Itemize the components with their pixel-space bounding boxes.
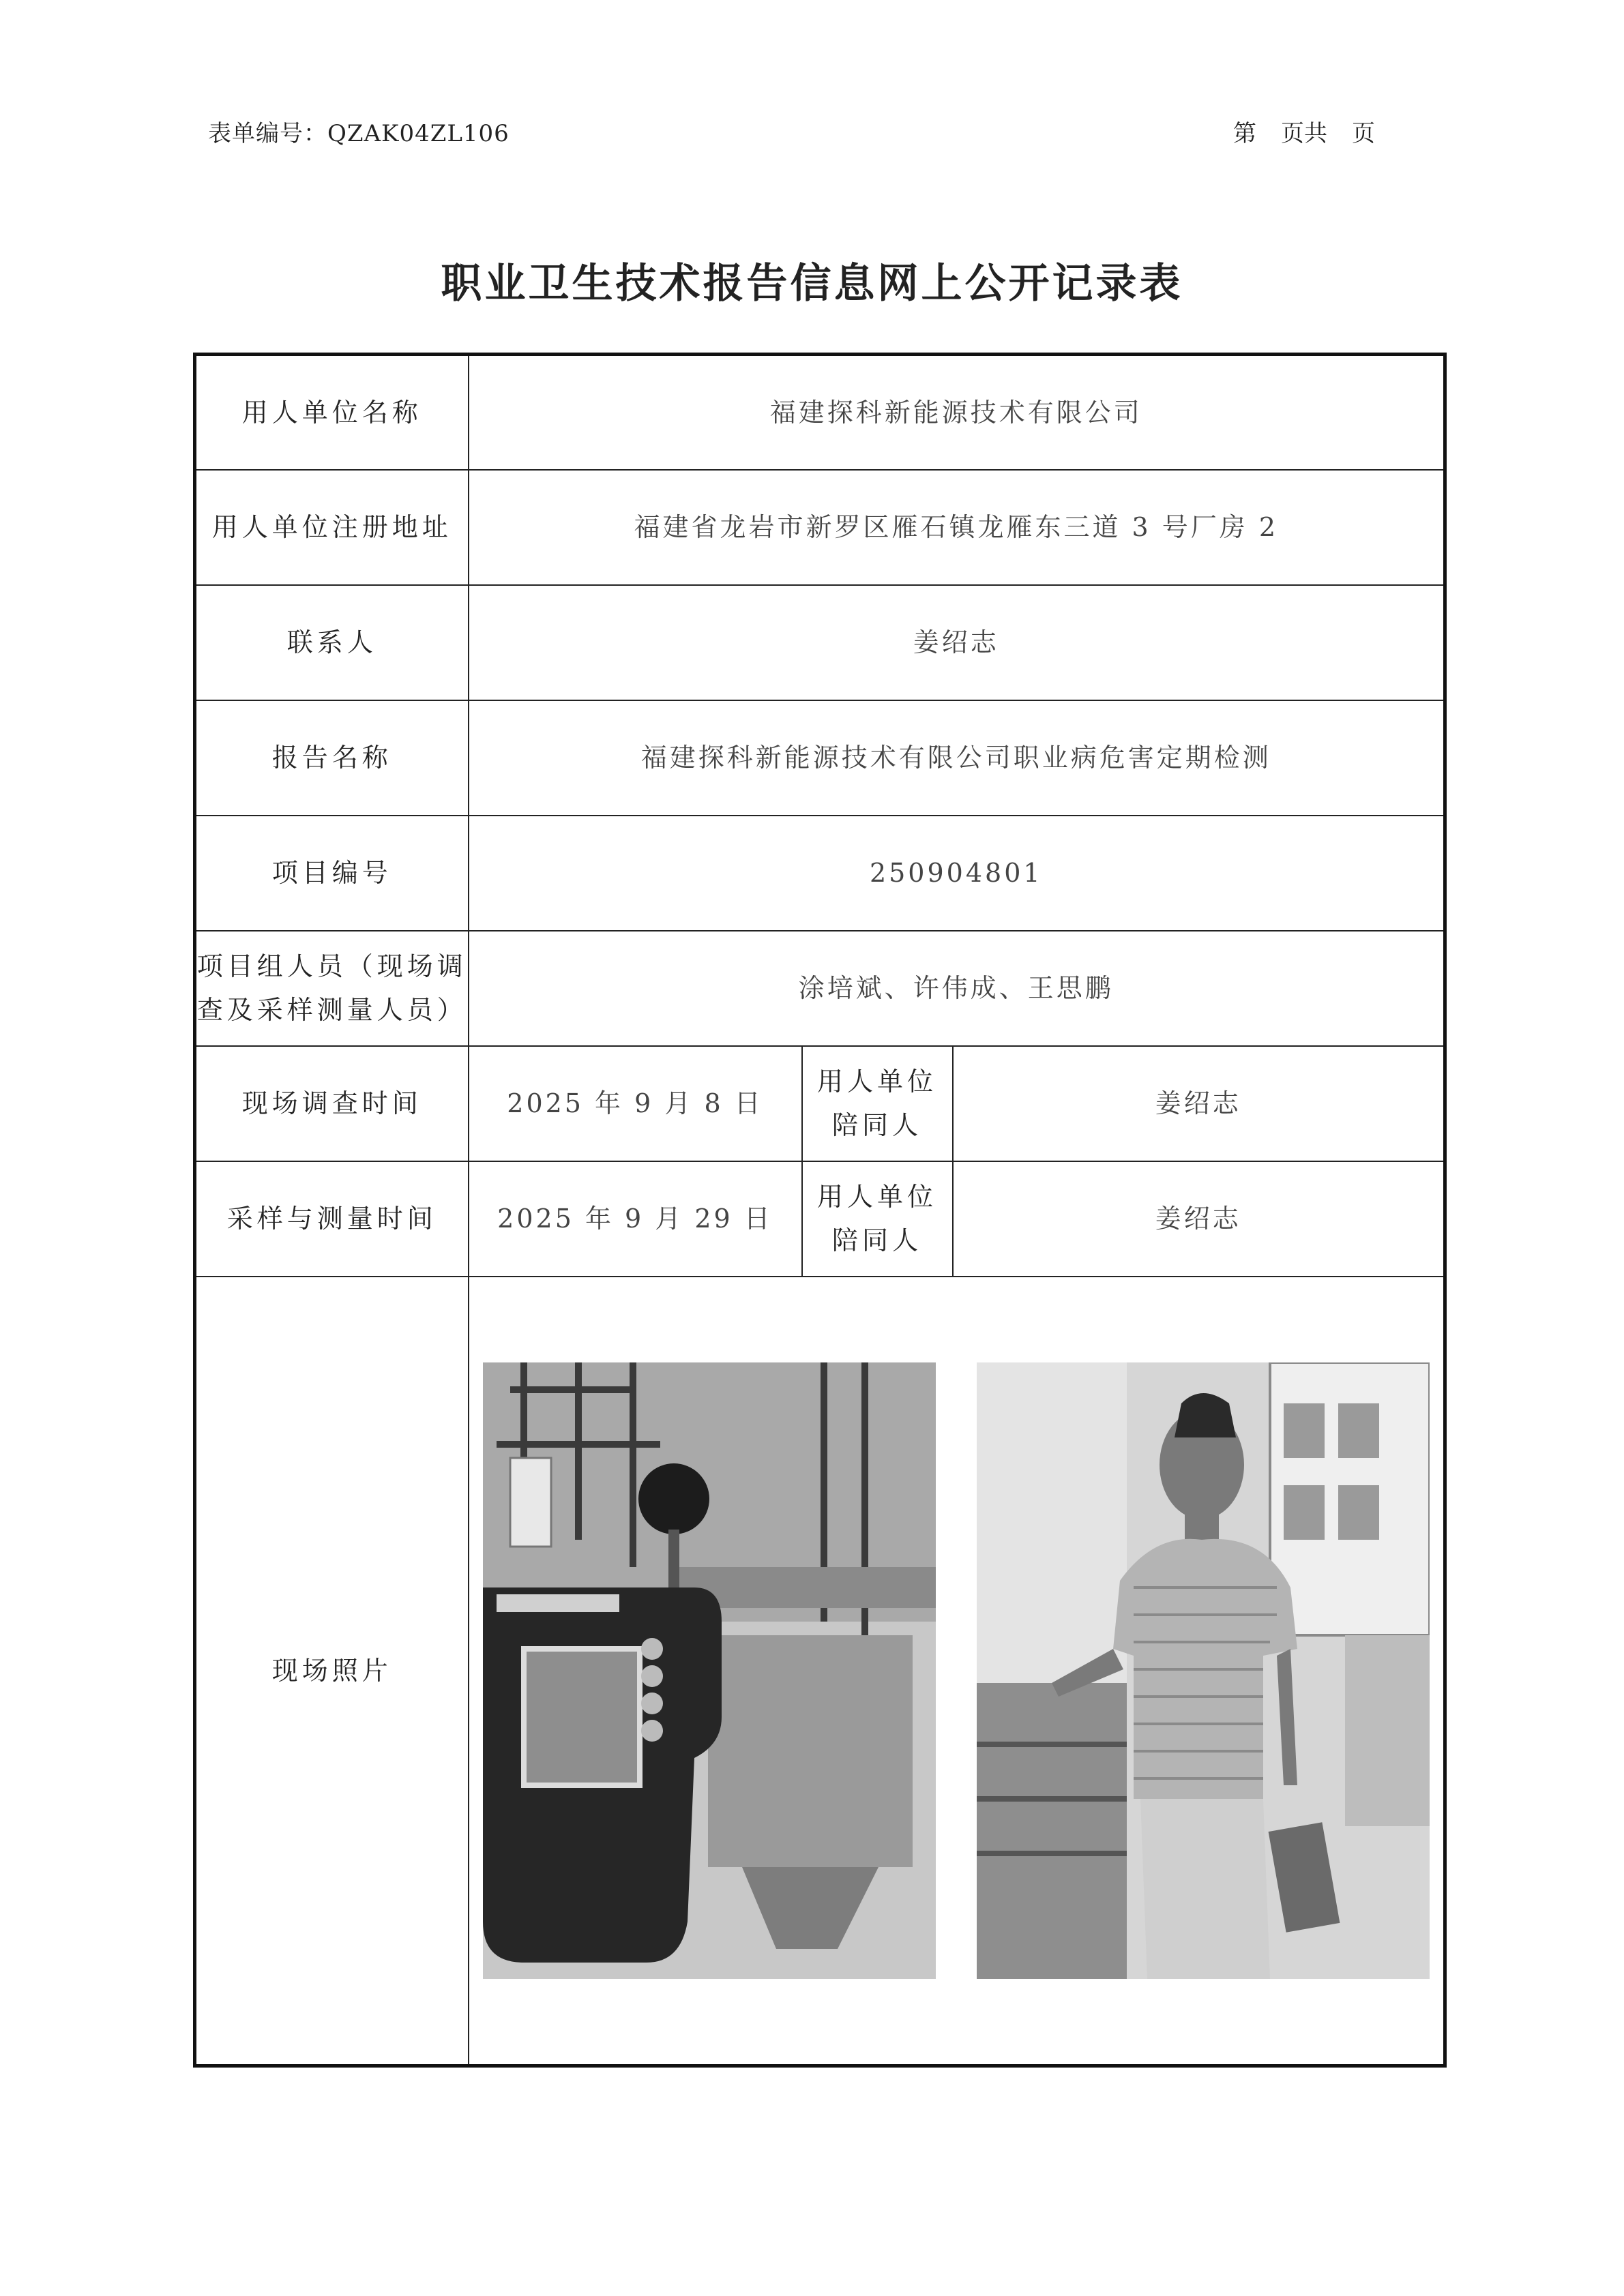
row-report-name bbox=[195, 700, 1445, 816]
row-address bbox=[195, 470, 1445, 585]
photos-label: 现场照片 bbox=[195, 1277, 469, 2066]
project-no-label: 项目编号 bbox=[195, 816, 469, 931]
row-photos bbox=[195, 1277, 1445, 2066]
survey-companion-label-line1: 用人单位 bbox=[816, 1067, 937, 1097]
project-no-value: 250904801 bbox=[469, 816, 1445, 931]
record-table bbox=[193, 353, 1447, 2068]
form-number: 表单编号：QZAK04ZL106 bbox=[208, 120, 510, 147]
row-survey bbox=[195, 1046, 1445, 1161]
sampling-companion-label-line1: 用人单位 bbox=[816, 1182, 937, 1212]
company-name-label: 用人单位名称 bbox=[195, 355, 469, 470]
sampling-date: 2025 年 9 月 29 日 bbox=[469, 1161, 802, 1277]
row-project-no bbox=[195, 816, 1445, 931]
contact-label: 联系人 bbox=[195, 585, 469, 700]
photo-container bbox=[469, 1362, 1444, 1979]
page-indicator bbox=[1233, 115, 1375, 148]
sampling-companion: 姜绍志 bbox=[953, 1161, 1445, 1277]
row-team bbox=[195, 931, 1445, 1046]
row-company-name bbox=[195, 355, 1445, 470]
address-value: 福建省龙岩市新罗区雁石镇龙雁东三道 3 号厂房 2 bbox=[469, 470, 1445, 585]
survey-label: 现场调查时间 bbox=[195, 1046, 469, 1161]
team-label bbox=[195, 931, 469, 1046]
sampling-companion-label bbox=[802, 1161, 953, 1277]
photos-cell bbox=[469, 1277, 1445, 2066]
survey-companion: 姜绍志 bbox=[953, 1046, 1445, 1161]
team-label-line2: 查及采样测量人员） bbox=[196, 995, 467, 1025]
instrument-photo-image bbox=[483, 1362, 936, 1979]
company-name-value: 福建探科新能源技术有限公司 bbox=[469, 355, 1445, 470]
survey-date: 2025 年 9 月 8 日 bbox=[469, 1046, 802, 1161]
survey-companion-label bbox=[802, 1046, 953, 1161]
page-mid-label: 页共 bbox=[1281, 120, 1327, 147]
worker-photo-image bbox=[977, 1362, 1430, 1979]
sampling-label: 采样与测量时间 bbox=[195, 1161, 469, 1277]
contact-value: 姜绍志 bbox=[469, 585, 1445, 700]
report-name-value: 福建探科新能源技术有限公司职业病危害定期检测 bbox=[469, 700, 1445, 816]
report-name-label: 报告名称 bbox=[195, 700, 469, 816]
team-value: 涂培斌、许伟成、王思鹏 bbox=[469, 931, 1445, 1046]
page-title: 职业卫生技术报告信息网上公开记录表 bbox=[441, 260, 1183, 308]
team-label-line1: 项目组人员（现场调 bbox=[196, 951, 467, 981]
page-end-label: 页 bbox=[1352, 120, 1375, 147]
sampling-companion-label-line2: 陪同人 bbox=[831, 1225, 922, 1255]
page-no-label: 第 bbox=[1233, 120, 1256, 147]
site-photo-instrument bbox=[483, 1362, 936, 1979]
survey-companion-label-line2: 陪同人 bbox=[831, 1110, 922, 1140]
row-sampling bbox=[195, 1161, 1445, 1277]
address-label: 用人单位注册地址 bbox=[195, 470, 469, 585]
site-photo-worker bbox=[977, 1362, 1430, 1979]
row-contact bbox=[195, 585, 1445, 700]
